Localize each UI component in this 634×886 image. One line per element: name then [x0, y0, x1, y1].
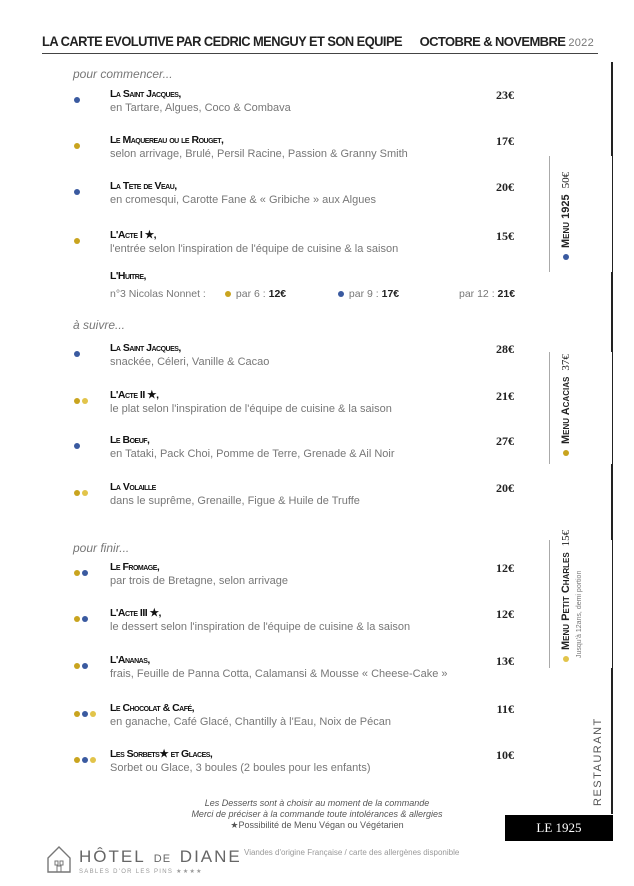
- item-name: Le Maquereau ou le Rouget,: [110, 134, 224, 146]
- menu-item: [74, 434, 514, 470]
- menu-title: LA CARTE EVOLUTIVE PAR CEDRIC MENGUY ET SON EQUIPE: [42, 33, 403, 49]
- item-price: 17€: [496, 134, 514, 148]
- menu-petit-charles-label: Menu Petit Charles15€: [560, 530, 572, 662]
- item-description: en cromesqui, Carotte Fane & « Gribiche » aux Algues: [110, 194, 376, 206]
- le-1925-badge: LE 1925: [505, 815, 613, 841]
- menu-dots: [74, 483, 90, 491]
- item-price: 13€: [496, 654, 514, 668]
- menu-acacias-tab: [549, 352, 612, 464]
- item-description: par trois de Bretagne, selon arrivage: [110, 575, 288, 587]
- item-description: en Tataki, Pack Choi, Pomme de Terre, Grenade & Ail Noir: [110, 448, 395, 460]
- dot-blue: [82, 757, 88, 763]
- menu-item: [74, 748, 514, 784]
- dot-light: [90, 757, 96, 763]
- menu-item: [74, 389, 514, 425]
- origin-note: Viandes d'origine Française / carte des allergènes disponible: [244, 848, 460, 857]
- section-finish: pour finir...: [73, 541, 130, 555]
- oyster-option-12: par 12 : 21€: [459, 288, 516, 300]
- dot-light: [82, 398, 88, 404]
- item-name: La Saint Jacques,: [110, 342, 181, 354]
- dot-blue: [82, 616, 88, 622]
- menu-dots: [74, 656, 90, 664]
- item-price: 10€: [496, 748, 514, 762]
- item-price: 11€: [496, 702, 514, 716]
- item-price: 28€: [496, 342, 514, 356]
- menu-petit-charles-note: Jusqu'à 12ans, demi portion: [576, 570, 583, 658]
- note-desserts: Les Desserts sont à choisir au moment de la commande: [204, 798, 430, 808]
- menu-dots: [74, 391, 90, 399]
- menu-acacias-label: Menu Acacias37€: [560, 354, 572, 456]
- dot-gold: [74, 711, 80, 717]
- item-description: en ganache, Café Glacé, Chantilly à l'Eau, Noix de Pécan: [110, 716, 391, 728]
- menu-dots: [74, 436, 82, 444]
- menu-dots: [74, 609, 90, 617]
- item-description: Sorbet ou Glace, 3 boules (2 boules pour les enfants): [110, 762, 371, 774]
- hotel-logo: [46, 844, 256, 878]
- header: [42, 31, 598, 54]
- item-name: La Saint Jacques,: [110, 88, 181, 100]
- item-price: 15€: [496, 229, 514, 243]
- menu-item: [74, 481, 514, 517]
- dot-blue: [74, 443, 80, 449]
- item-name: Le Chocolat & Café,: [110, 702, 195, 714]
- dot-blue: [82, 570, 88, 576]
- item-name: Les Sorbets★ et Glaces,: [110, 748, 213, 760]
- dot-light: [90, 711, 96, 717]
- menu-dots: [74, 136, 82, 144]
- item-description: le dessert selon l'inspiration de l'équipe de cuisine & la saison: [110, 621, 411, 633]
- menu-dots: [74, 90, 82, 98]
- item-description: en Tartare, Algues, Coco & Combava: [110, 102, 291, 114]
- section-next: à suivre...: [73, 318, 126, 332]
- menu-year: 2022: [568, 37, 594, 49]
- menu-dots: [74, 750, 98, 758]
- menu-dots: [74, 182, 82, 190]
- menu-item: [74, 180, 514, 216]
- dot-blue: [338, 291, 344, 297]
- menu-item: [74, 607, 514, 643]
- dot-blue: [82, 663, 88, 669]
- section-start: pour commencer...: [73, 67, 173, 81]
- dot-blue: [74, 97, 80, 103]
- item-price: 20€: [496, 481, 514, 495]
- menu-item: [74, 134, 514, 170]
- menu-period: OCTOBRE & NOVEMBRE 2022: [419, 34, 594, 49]
- menu-item: [74, 654, 514, 690]
- dot-gold: [74, 238, 80, 244]
- item-description: selon arrivage, Brulé, Persil Racine, Passion & Granny Smith: [110, 148, 408, 160]
- dot-blue: [74, 351, 80, 357]
- menu-item: [74, 229, 514, 265]
- item-price: 12€: [496, 607, 514, 621]
- dot-light: [82, 490, 88, 496]
- oyster-item: [74, 270, 514, 284]
- hotel-name: HÔTEL DE DIANE: [79, 847, 242, 866]
- hotel-location: SABLES D'OR LES PINS ★★★★: [79, 869, 203, 875]
- menu-dots: [74, 231, 82, 239]
- oyster-option-6: par 6 : 12€: [225, 288, 286, 300]
- item-description: frais, Feuille de Panna Cotta, Calamansi & Mousse « Cheese-Cake »: [110, 668, 448, 680]
- item-description: le plat selon l'inspiration de l'équipe de cuisine & la saison: [110, 403, 392, 415]
- menu-item: [74, 342, 514, 378]
- menu-item: [74, 561, 514, 597]
- dot-blue: [74, 189, 80, 195]
- dot-gold: [74, 616, 80, 622]
- dot-gold: [74, 570, 80, 576]
- item-name: L'Acte I ★,: [110, 229, 157, 241]
- dot-gold: [74, 757, 80, 763]
- item-name: L'Huitre,: [110, 270, 146, 282]
- item-price: 20€: [496, 180, 514, 194]
- menu-petit-charles-tab: [549, 529, 612, 668]
- menu-dots: [74, 563, 90, 571]
- menu-1925-label: Menu 192550€: [560, 172, 572, 260]
- dot-gold: [74, 490, 80, 496]
- item-description: snackée, Céleri, Vanille & Cacao: [110, 356, 270, 368]
- dot-blue: [82, 711, 88, 717]
- menu-dots: [74, 704, 98, 712]
- item-price: 21€: [496, 389, 514, 403]
- dot-gold: [563, 450, 569, 456]
- note-vegan: ★Possibilité de Menu Végan ou Végétarien: [230, 820, 404, 830]
- item-price: 12€: [496, 561, 514, 575]
- dot-blue: [563, 254, 569, 260]
- item-name: La Volaille: [110, 481, 156, 493]
- item-name: L'Ananas,: [110, 654, 150, 666]
- menu-item: [74, 702, 514, 738]
- note-allergies: Merci de préciser à la commande toute intolérances & allergies: [191, 809, 443, 819]
- dot-gold: [74, 143, 80, 149]
- dot-light: [563, 656, 569, 662]
- menu-dots: [74, 344, 82, 352]
- house-icon: [46, 844, 72, 874]
- oyster-label: n°3 Nicolas Nonnet :: [110, 288, 206, 300]
- restaurant-label: RESTAURANT: [592, 717, 604, 806]
- item-name: L'Acte III ★,: [110, 607, 161, 619]
- dot-gold: [225, 291, 231, 297]
- dot-gold: [74, 398, 80, 404]
- item-name: L'Acte II ★,: [110, 389, 159, 401]
- item-price: 27€: [496, 434, 514, 448]
- item-name: La Tete de Veau,: [110, 180, 177, 192]
- menu-1925-tab: [549, 156, 612, 272]
- dot-gold: [74, 663, 80, 669]
- item-description: l'entrée selon l'inspiration de l'équipe de cuisine & la saison: [110, 243, 399, 255]
- oyster-option-9: par 9 : 17€: [338, 288, 399, 300]
- item-name: Le Fromage,: [110, 561, 160, 573]
- item-description: dans le suprême, Grenaille, Figue & Huile de Truffe: [110, 495, 360, 507]
- item-price: 23€: [496, 88, 514, 102]
- menu-item: [74, 88, 514, 124]
- item-name: Le Boeuf,: [110, 434, 150, 446]
